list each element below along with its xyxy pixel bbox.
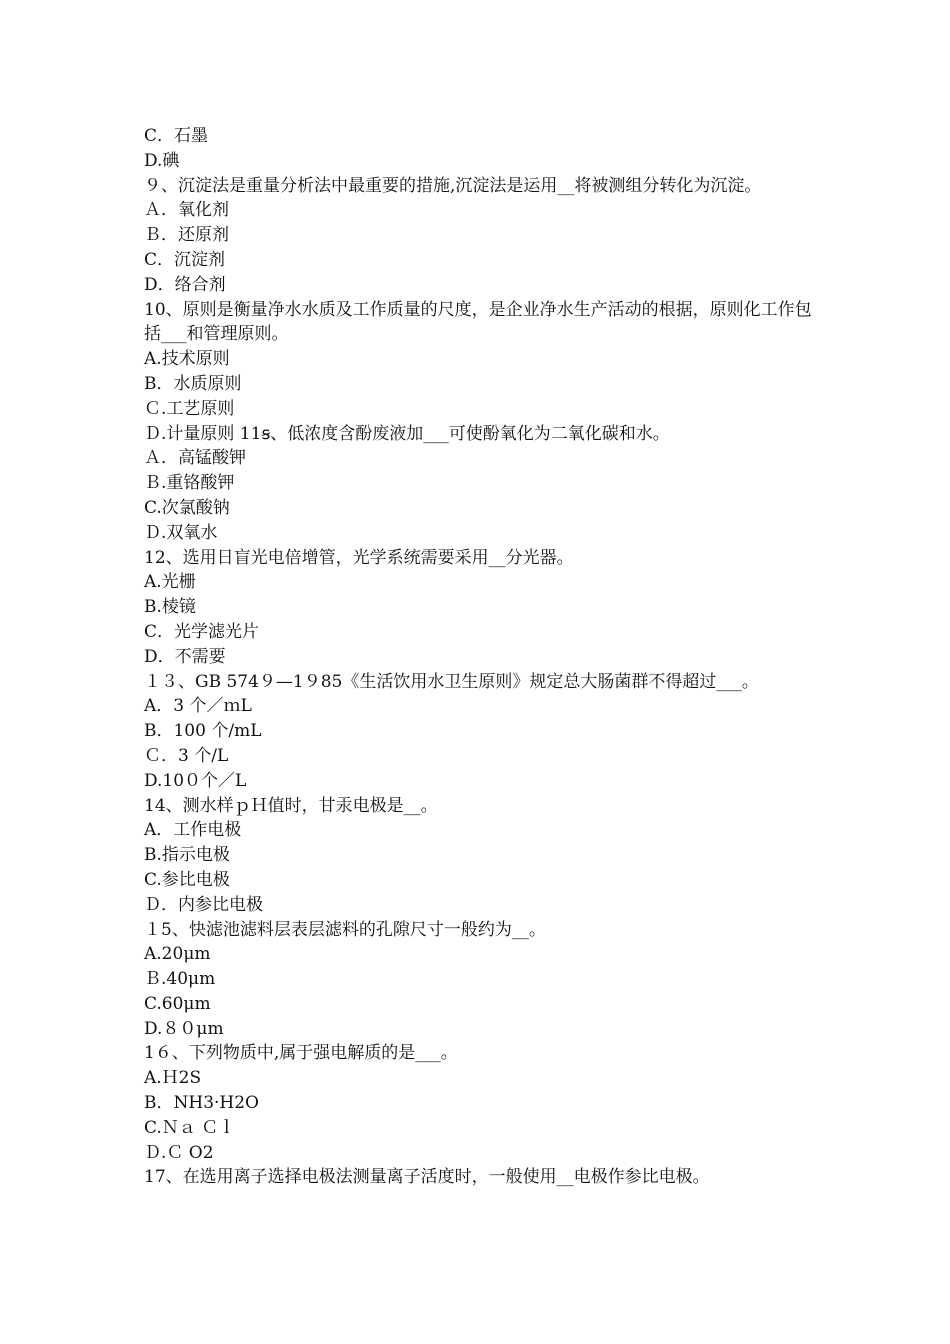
option-b: B．水质原则 [144,373,242,394]
option-d: Ｄ.双氧水 [144,522,218,543]
option-a: A．3 个／ｍL [144,696,252,717]
document-page [144,124,814,1190]
question-17: 17、在选用离子选择电极法测量离子活度时，一般使用__电极作参比电极。 [144,1167,710,1188]
option-a: A.20μm [144,944,211,965]
option-c: C.参比电极 [144,869,230,890]
option-c: C.60μm [144,993,211,1014]
option-a: Ａ．高锰酸钾 [144,448,246,469]
option-a: A．工作电极 [144,820,242,841]
option-d: Ｄ．内参比电极 [144,894,263,915]
question-9: ９、沉淀法是重量分析法中最重要的措施,沉淀法是运用__将被测组分转化为沉淀。 [144,175,762,196]
option-c: C.次氯酸钠 [144,497,230,518]
option-a: A.光栅 [144,572,196,593]
option-d: Ｄ.Ｃ O2 [144,1142,214,1163]
option-a: A.技术原则 [144,349,230,370]
option-d-question-11: Ｄ.计量原则 11ꞩ、低浓度含酚废液加___可使酚氧化为二氧化碳和水。 [144,423,670,444]
question-15: １5、快滤池滤料层表层滤料的孔隙尺寸一般约为__。 [144,919,546,940]
option-c: C．光学滤光片 [144,621,260,642]
option-a: A.Ｈ2S [144,1068,202,1089]
option-c: Ｃ.工艺原则 [144,398,235,419]
option-d: D．络合剂 [144,274,226,295]
option-d: D．不需要 [144,646,226,667]
option-c: Ｃ．3 个/L [144,745,229,766]
option-d: D.10０个／L [144,770,247,791]
option-a: Ａ．氧化剂 [144,200,229,221]
option-d: D.碘 [144,150,180,171]
option-c: C.Ｎａ Ｃｌ [144,1117,236,1138]
option-c: C．沉淀剂 [144,249,226,270]
option-b: Ｂ．还原剂 [144,225,229,246]
question-14: 14、测水样ｐＨ值时，甘汞电极是__。 [144,795,438,816]
option-b: B．NH3·H2O [144,1093,259,1114]
question-12: 12、选用日盲光电倍增管，光学系统需要采用__分光器。 [144,547,574,568]
option-b: Ｂ.重铬酸钾 [144,473,235,494]
option-b: B.指示电极 [144,845,230,866]
option-d: D.８０μm [144,1018,224,1039]
question-16: 1６、下列物质中,属于强电解质的是___。 [144,1043,458,1064]
question-10: 10、原则是衡量净水水质及工作质量的尺度，是企业净水生产活动的根据，原则化工作包括___和管理原则。 [144,299,812,345]
option-b: B．100 个/mL [144,721,262,742]
question-13: １３、GB 574９—1９85《生活饮用水卫生原则》规定总大肠菌群不得超过___。 [144,671,759,692]
option-b: B.棱镜 [144,597,196,618]
option-c: C．石墨 [144,126,209,146]
option-b: Ｂ.40μm [144,969,216,990]
